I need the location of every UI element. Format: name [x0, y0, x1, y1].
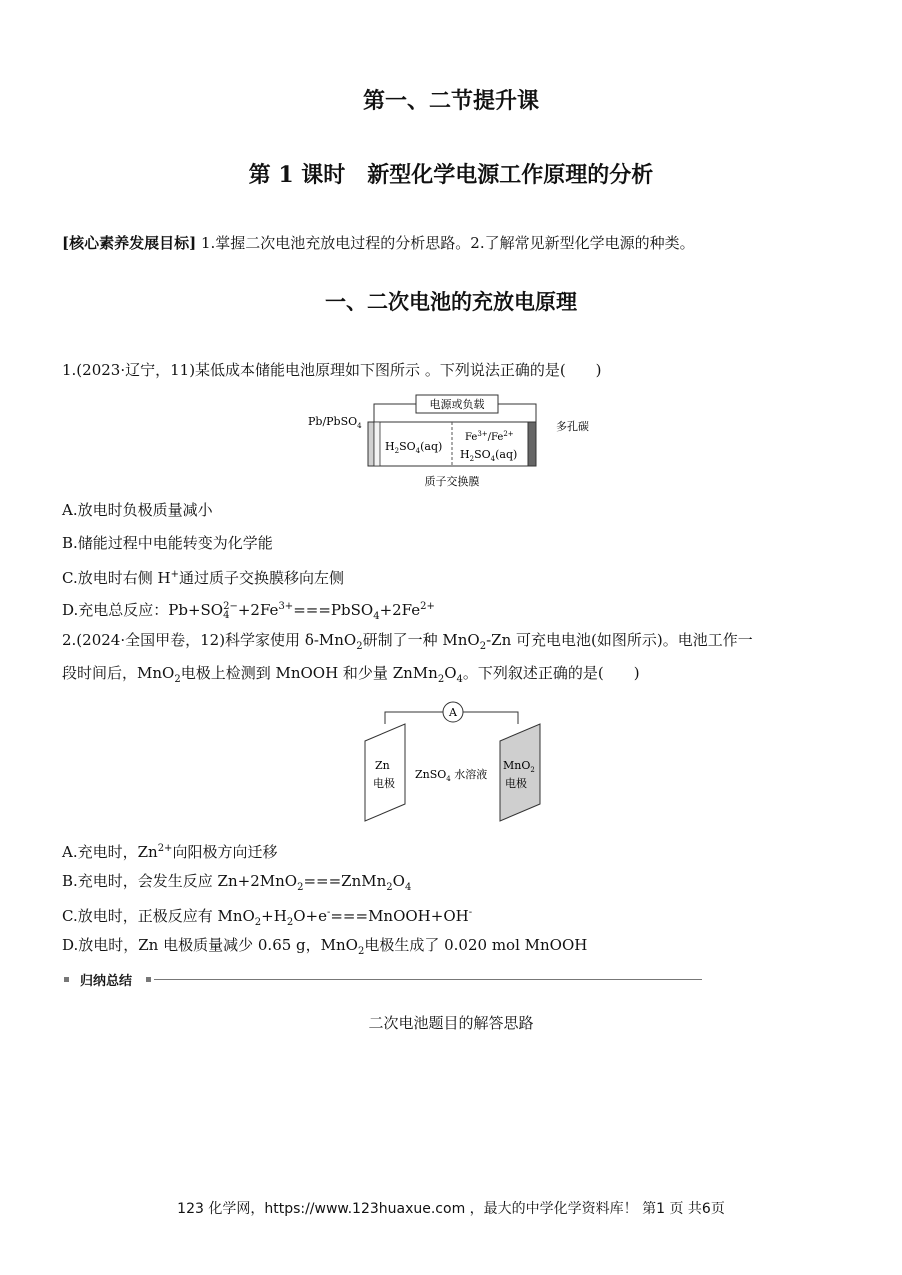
q1-figure-left-solution: $H_2SO_4(aq)$ [385, 440, 443, 455]
q1-figure-right-ions: $Fe^{3+}/Fe^{2+}$ [465, 430, 514, 443]
q1-option-c: C.放电时右侧 H+通过质子交换膜移向左侧 [62, 569, 344, 587]
q1-battery-figure [300, 392, 610, 492]
svg-text:电极: 电极 [505, 777, 527, 790]
q2-figure-solution: ZnSO$_4$ 水溶液 [415, 768, 488, 783]
summary-label: 归纳总结 [80, 974, 133, 989]
q1-option-a: A.放电时负极质量减小 [62, 501, 213, 519]
bullet-square-icon [146, 977, 151, 982]
q2-battery-figure [355, 696, 555, 826]
lesson-title: 第 1 课时 新型化学电源工作原理的分析 [248, 162, 654, 188]
q1-option-b: B.储能过程中电能转变为化学能 [62, 534, 273, 552]
goal-text: 1.掌握二次电池充放电过程的分析思路。2.了解常见新型化学电源的种类。 [200, 234, 695, 252]
q2-option-d: D.放电时，Zn 电极质量减少 0.65 g，MnO$_2$电极生成了 0.020 mol MnOOH [62, 936, 588, 957]
core-goals [62, 233, 695, 253]
q1-stem: 1.(2023·辽宁，11)某低成本储能电池原理如下图所示 。下列说法正确的是( ) [62, 361, 602, 379]
summary-bar [62, 970, 702, 988]
svg-text:电极: 电极 [373, 777, 395, 790]
section-title: 一、二次电池的充放电原理 [325, 289, 577, 314]
page-title: 第一、二节提升课 [362, 88, 539, 114]
q1-figure-right-label: 多孔碳 [556, 420, 589, 433]
q1-figure-left-label: Pb/PbSO$_4$ [308, 415, 362, 430]
q1-option-d: D.充电总反应：Pb+SO 2− 4 $+2Fe^{3+}===PbSO_4+2Fe^{2+}$ [62, 601, 435, 622]
q2-stem-line2: 段时间后，MnO$_2$电极上检测到 MnOOH 和少量 $ZnMn_2O_4$。下列叙述正确的是( ) [62, 664, 640, 685]
svg-text:Zn: Zn [375, 759, 390, 772]
goal-tag: [核心素养发展目标] [62, 234, 197, 252]
divider [154, 979, 702, 980]
zn-electrode [365, 724, 405, 821]
q2-option-a: A.充电时，$Zn^{2+}$向阳极方向迁移 [62, 843, 278, 861]
svg-text:A: A [449, 706, 457, 719]
q2-option-c: C.放电时，正极反应有 $MnO_2+H_2O+e^-===MnOOH+OH^-$ [62, 907, 473, 928]
q1-figure-bottom-label: 质子交换膜 [424, 475, 480, 488]
q2-option-b: B.充电时，会发生反应 $Zn+2MnO_2===ZnMn_2O_4$ [62, 872, 412, 893]
q2-stem-line1: 2.(2024·全国甲卷，12)科学家使用 δ-MnO$_2$研制了一种 MnO$_2$-Zn 可充电电池(如图所示)。电池工作一 [62, 631, 753, 652]
svg-text:MnO2: MnO$_2$ [503, 759, 535, 774]
bullet-square-icon [64, 977, 69, 982]
summary-subtitle: 二次电池题目的解答思路 [368, 1014, 534, 1032]
page-footer: 123 化学网，https://www.123huaxue.com ，最大的中学化学资料库！ 第1 页 共6页 [177, 1201, 725, 1217]
q1-figure-right-solution: $H_2SO_4(aq)$ [460, 448, 518, 463]
q1-figure-top-label: 电源或负载 [429, 398, 485, 411]
